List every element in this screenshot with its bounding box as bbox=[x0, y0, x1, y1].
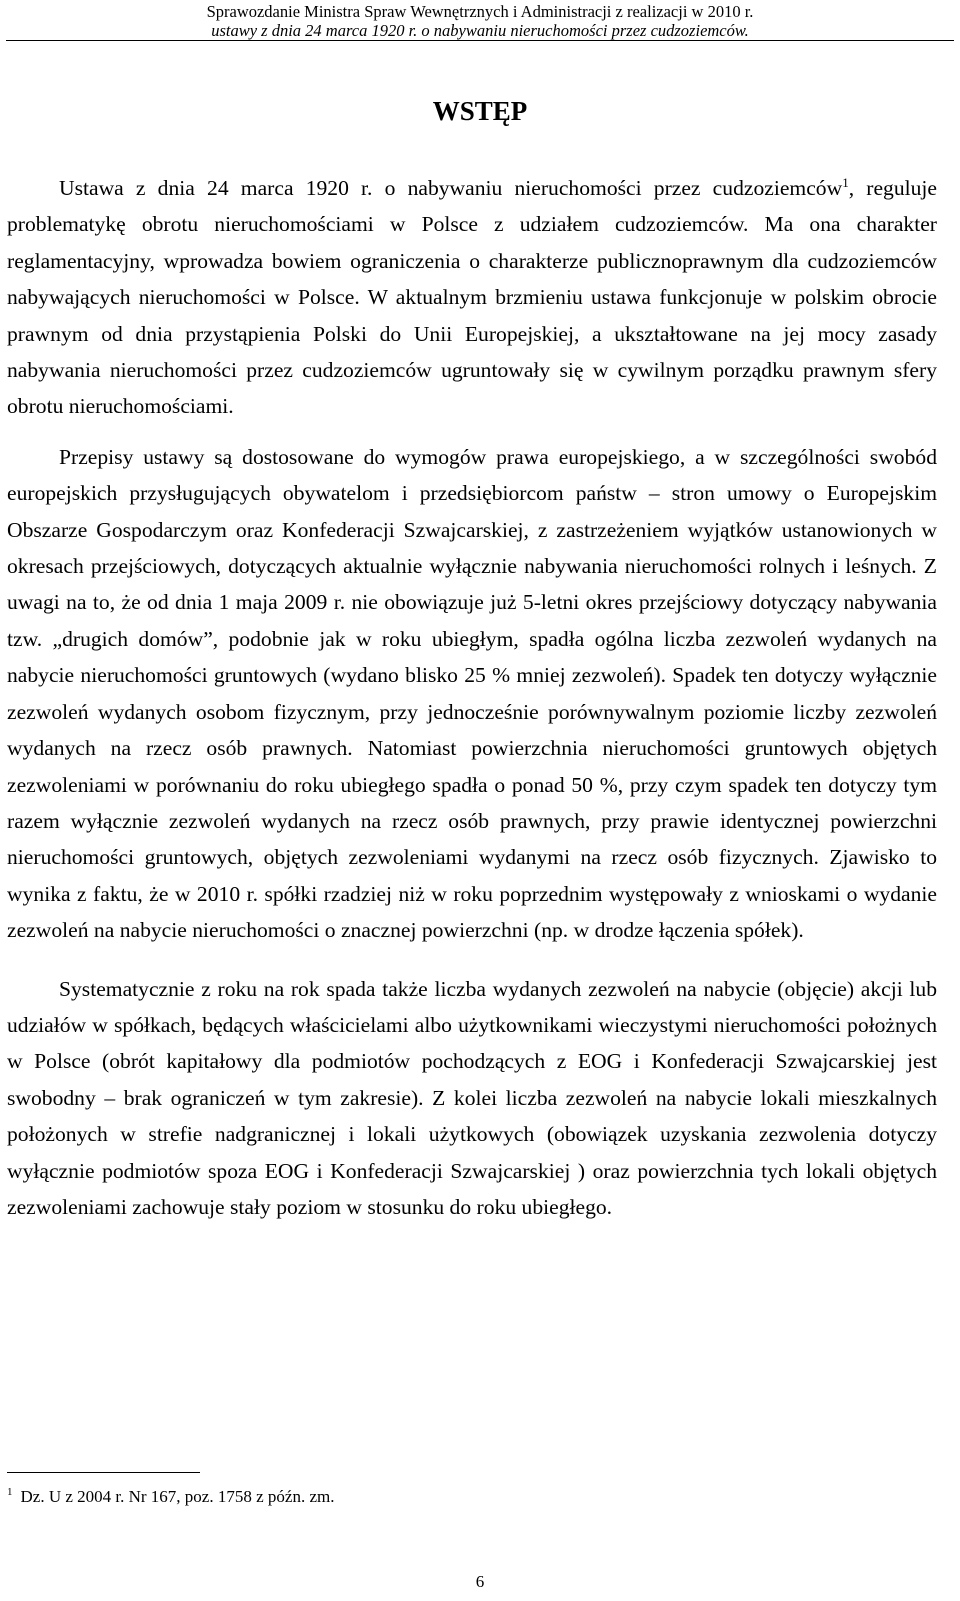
header-line-1: Sprawozdanie Ministra Spraw Wewnętrznych i Administracji z realizacji w 2010 r. bbox=[206, 2, 754, 21]
paragraph-1-rest: , reguluje problematykę obrotu nieruchomościami w Polsce z udziałem cudzoziemców. Ma ona charakter reglamentacyjny, wprowadza bowiem ograniczenia o charakterze publicznoprawnym dla cudzoziemców nabywających nieruchomości w Polsce. W aktualnym brzmieniu ustawa funkcjonuje w polskim obrocie prawnym od dnia przystąpienia Polski do Unii Europejskiej, a ukształtowane na jej mocy zasady nabywania nieruchomości przez cudzoziemców ugruntowały się w cywilnym porządku prawnym sfery obrotu nieruchomościami. bbox=[7, 176, 938, 419]
header-line-2: ustawy z dnia 24 marca 1920 r. o nabywaniu nieruchomości przez cudzoziemców. bbox=[211, 21, 749, 40]
paragraph-1-start: Ustawa z dnia 24 marca 1920 r. o nabywaniu nieruchomości przez cudzoziemców bbox=[59, 176, 843, 200]
paragraph-3: Systematycznie z roku na rok spada także liczba wydanych zezwoleń na nabycie (objęcie) akcji lub udziałów w spółkach, będących właścicielami albo użytkownikami wieczystymi nieruchomości położnych w Polsce (obrót kapitałowy dla podmiotów pochodzących z EOG i Konfederacji Szwajcarskiej jest swobodny – brak ograniczeń w tym zakresie). Z kolei liczba zezwoleń na nabycie lokali mieszkalnych położonych w strefie nadgranicznej i lokali użytkowych (obowiązek uzyskania zezwolenia dotyczy wyłącznie podmiotów spoza EOG i Konfederacji Szwajcarskiej ) oraz powierzchnia tych lokali objętych zezwoleniami zachowuje stały poziom w stosunku do roku ubiegłego. bbox=[7, 976, 937, 1219]
running-header bbox=[0, 2, 960, 40]
section-title: WSTĘP bbox=[432, 96, 528, 126]
footnote bbox=[7, 1487, 334, 1507]
body-text bbox=[7, 170, 937, 1225]
footnote-reference[interactable]: 1 bbox=[842, 175, 849, 190]
header-divider bbox=[6, 40, 954, 41]
footnote-marker: 1 bbox=[7, 1486, 13, 1498]
footnote-divider bbox=[7, 1472, 200, 1473]
footnote-text: Dz. U z 2004 r. Nr 167, poz. 1758 z późn. zm. bbox=[20, 1487, 335, 1506]
paragraph-2: Przepisy ustawy są dostosowane do wymogów prawa europejskiego, a w szczególności swobód europejskich przysługujących obywatelom i przedsiębiorcom państw – stron umowy o Europejskim Obszarze Gospodarczym oraz Konfederacji Szwajcarskiej, z zastrzeżeniem wyjątków ustanowionych w okresach przejściowych, dotyczących aktualnie wyłącznie nabywania nieruchomości rolnych i leśnych. Z uwagi na to, że od dnia 1 maja 2009 r. nie obowiązuje już 5-letni okres przejściowy dotyczący nabywania tzw. „drugich domów”, podobnie jak w roku ubiegłym, spadła ogólna liczba zezwoleń wydanych na nabycie nieruchomości gruntowych (wydano blisko 25 % mniej zezwoleń). Spadek ten dotyczy wyłącznie zezwoleń wydanych osobom fizycznym, przy jednocześnie porównywalnym poziomie liczby zezwoleń wydanych na rzecz osób prawnych. Natomiast powierzchnia nieruchomości gruntowych objętych zezwoleniami w porównaniu do roku ubiegłego spadła o ponad 50 %, przy czym spadek ten dotyczy tym razem wyłącznie zezwoleń wydanych na rzecz osób prawnych, przy prawie identycznej powierzchni nieruchomości gruntowych, objętych zezwoleniami wydanymi na rzecz osób fizycznych. Zjawisko to wynika z faktu, że w 2010 r. spółki rzadziej niż w roku poprzednim występowały z wnioskami o wydanie zezwoleń na nabycie nieruchomości o znacznej powierzchni (np. w drodze łączenia spółek). bbox=[7, 444, 937, 943]
page-number: 6 bbox=[475, 1572, 485, 1591]
paragraph-1 bbox=[7, 170, 937, 425]
